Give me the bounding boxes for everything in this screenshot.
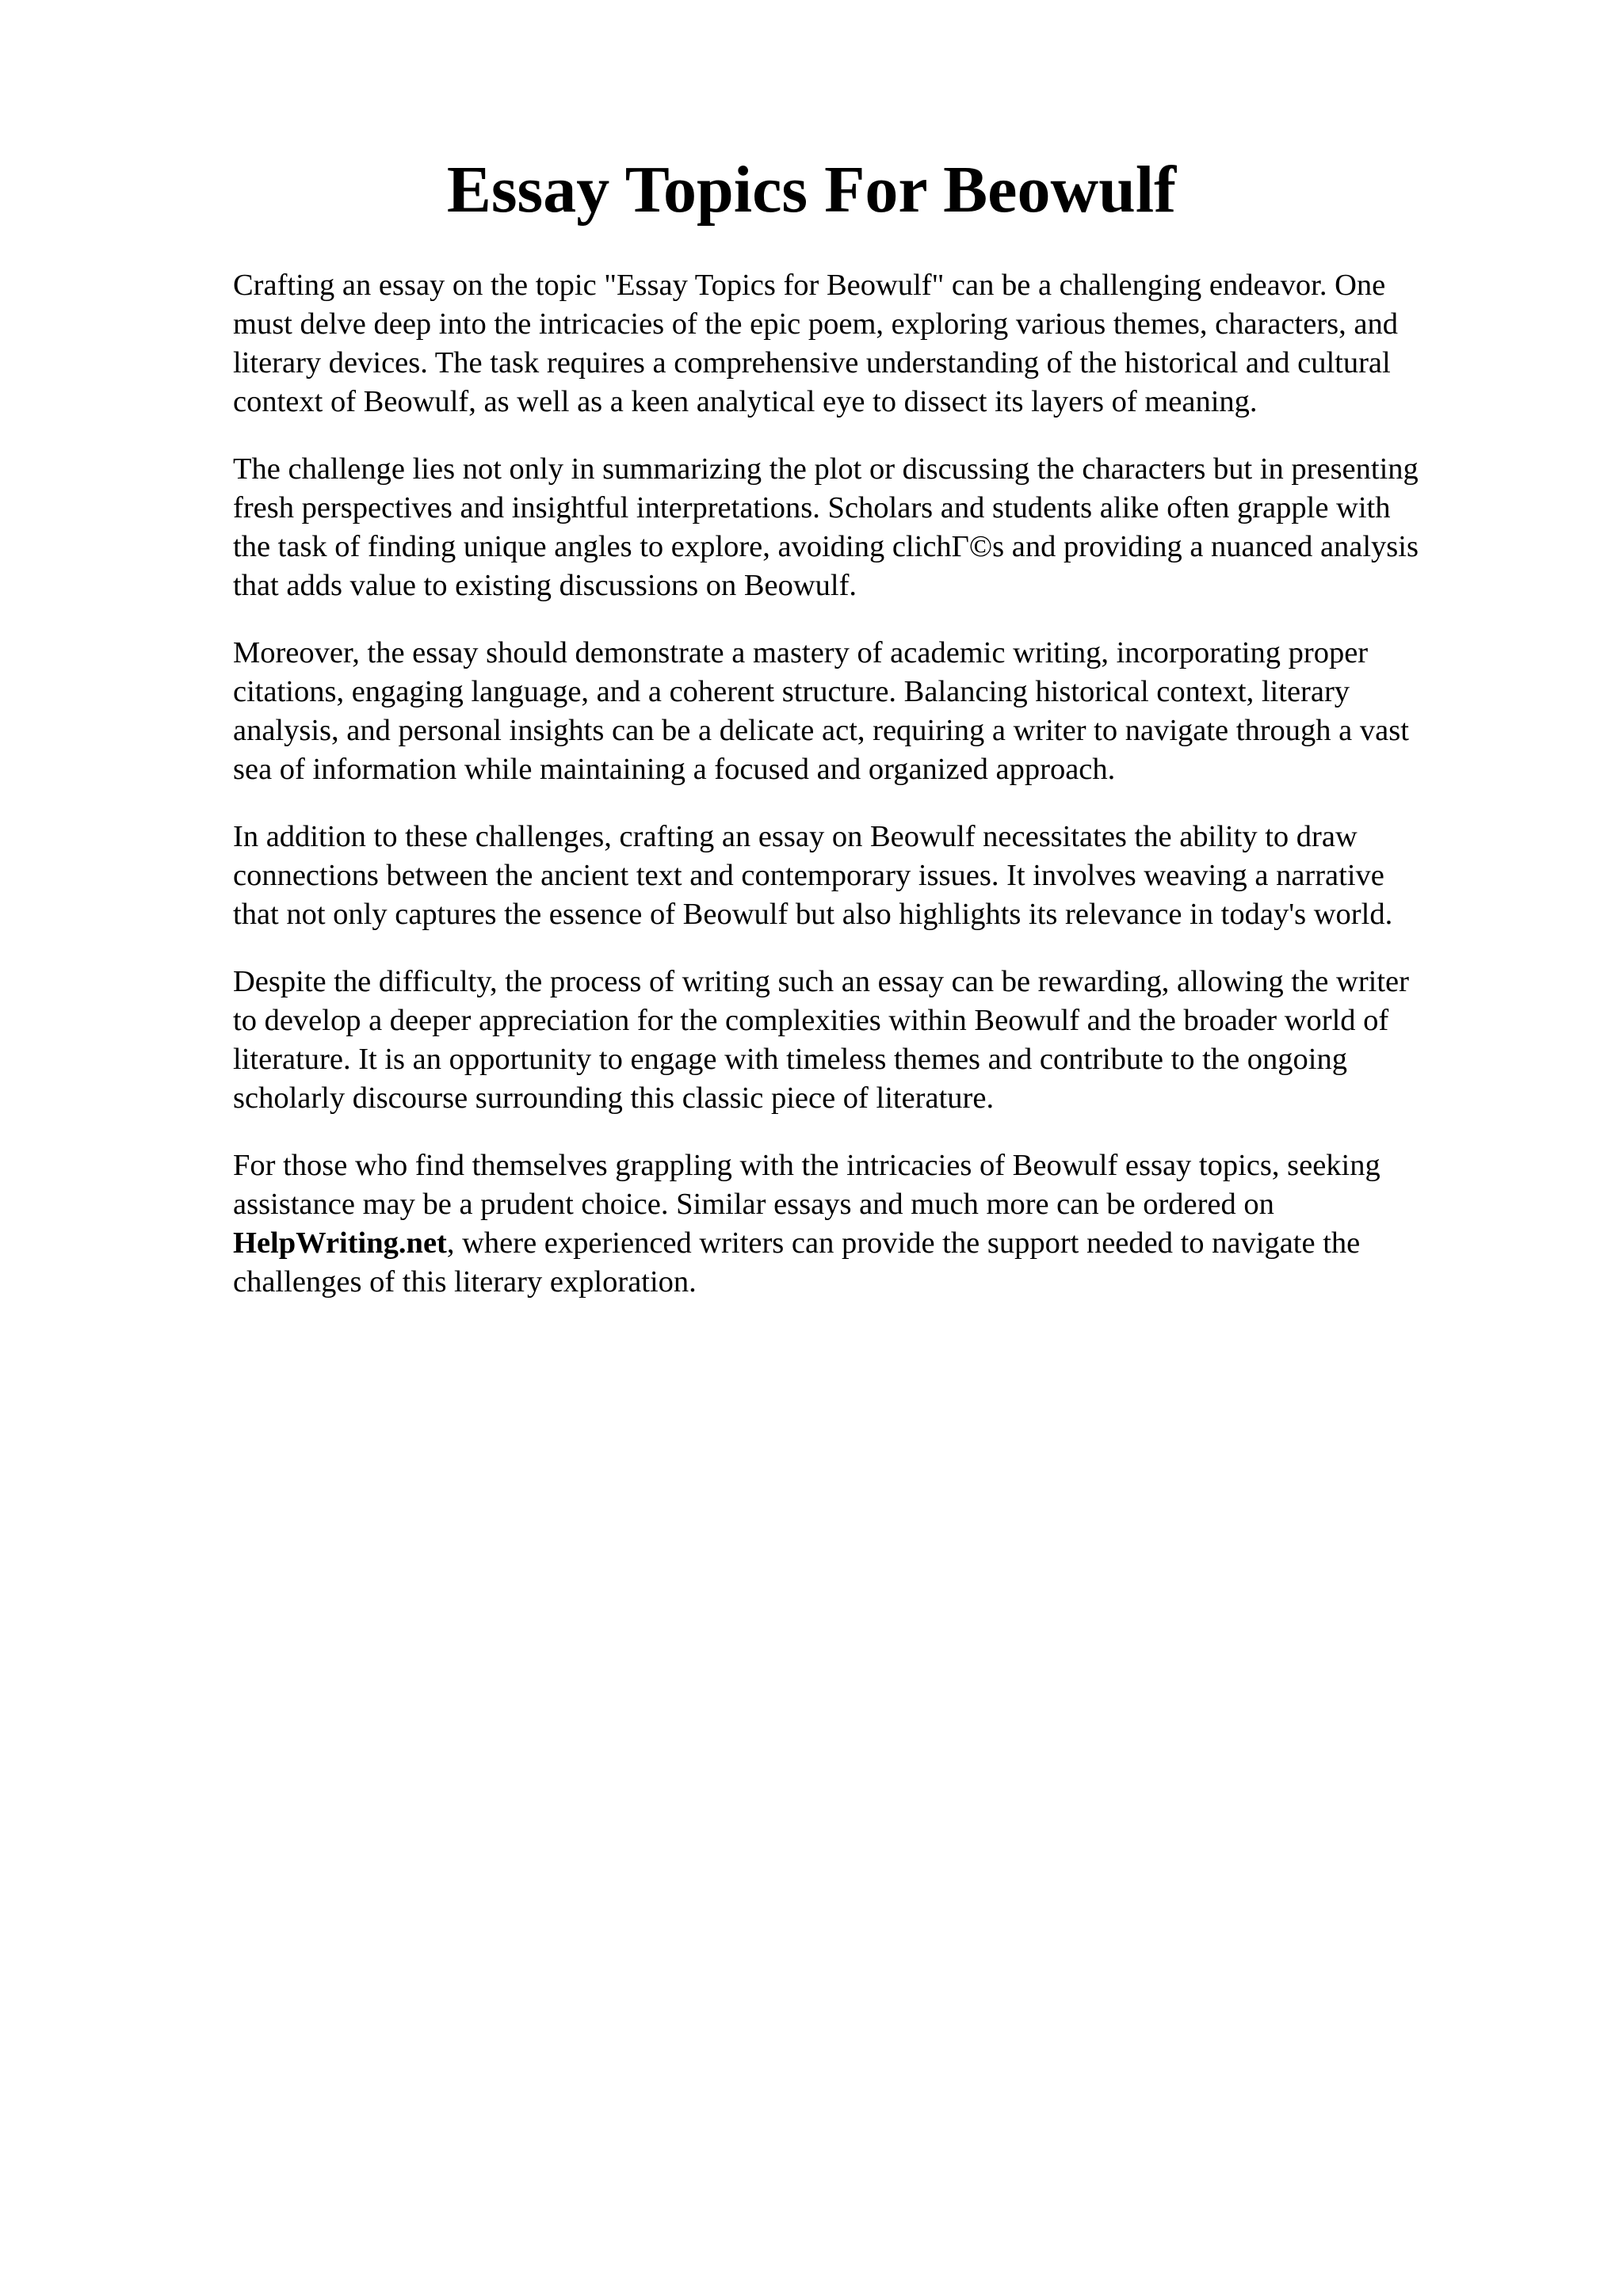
page-title: Essay Topics For Beowulf: [446, 153, 1177, 227]
paragraph-5: [233, 963, 1517, 1118]
text-line: literary devices. The task requires a comprehensive understanding of the historical and cultural: [233, 346, 1391, 379]
text-line: sea of information while maintaining a focused and organized approach.: [233, 753, 1116, 786]
text-line: The challenge lies not only in summarizing the plot or discussing the characters but in presenting: [233, 452, 1419, 486]
text-line: challenges of this literary exploration.: [233, 1265, 697, 1299]
text-line: Despite the difficulty, the process of writing such an essay can be rewarding, allowing the writer: [233, 965, 1409, 998]
paragraph-3: [233, 634, 1517, 789]
text-line: Crafting an essay on the topic "Essay Topics for Beowulf" can be a challenging endeavor. One: [233, 269, 1386, 302]
text-line: the task of finding unique angles to explore, avoiding clichΓ©s and providing a nuanced analysis: [233, 530, 1419, 563]
text-line: connections between the ancient text and contemporary issues. It involves weaving a narrative: [233, 859, 1384, 892]
paragraph-6: [233, 1146, 1517, 1302]
paragraph-1: [233, 266, 1517, 421]
paragraph-2: [233, 450, 1517, 605]
text-line: fresh perspectives and insightful interpretations. Scholars and students alike often grapple with: [233, 491, 1391, 524]
helpwriting-link[interactable]: HelpWriting.net: [233, 1226, 447, 1260]
text-line: Moreover, the essay should demonstrate a mastery of academic writing, incorporating proper: [233, 636, 1369, 669]
text-line: citations, engaging language, and a coherent structure. Balancing historical context, literary: [233, 675, 1350, 708]
text-line: that adds value to existing discussions on Beowulf.: [233, 569, 857, 602]
text-line: literature. It is an opportunity to engage with timeless themes and contribute to the ongoing: [233, 1043, 1348, 1076]
text-line: In addition to these challenges, crafting an essay on Beowulf necessitates the ability to draw: [233, 820, 1358, 853]
text-line: to develop a deeper appreciation for the complexities within Beowulf and the broader world of: [233, 1004, 1389, 1037]
text-line: that not only captures the essence of Beowulf but also highlights its relevance in today's world.: [233, 898, 1393, 931]
text-line: context of Beowulf, as well as a keen analytical eye to dissect its layers of meaning.: [233, 385, 1258, 418]
text-fragment: , where experienced writers can provide the support needed to navigate the: [446, 1226, 1361, 1260]
paragraph-4: [233, 818, 1517, 934]
text-line: scholarly discourse surrounding this classic piece of literature.: [233, 1081, 995, 1115]
text-line: For those who find themselves grappling with the intricacies of Beowulf essay topics, seeking: [233, 1149, 1381, 1182]
text-line: assistance may be a prudent choice. Similar essays and much more can be ordered on: [233, 1188, 1274, 1221]
text-line: [233, 1224, 1517, 1263]
text-line: analysis, and personal insights can be a delicate act, requiring a writer to navigate through a vast: [233, 714, 1409, 747]
text-line: must delve deep into the intricacies of the epic poem, exploring various themes, characters, and: [233, 307, 1398, 341]
essay-body: [233, 266, 1517, 1330]
